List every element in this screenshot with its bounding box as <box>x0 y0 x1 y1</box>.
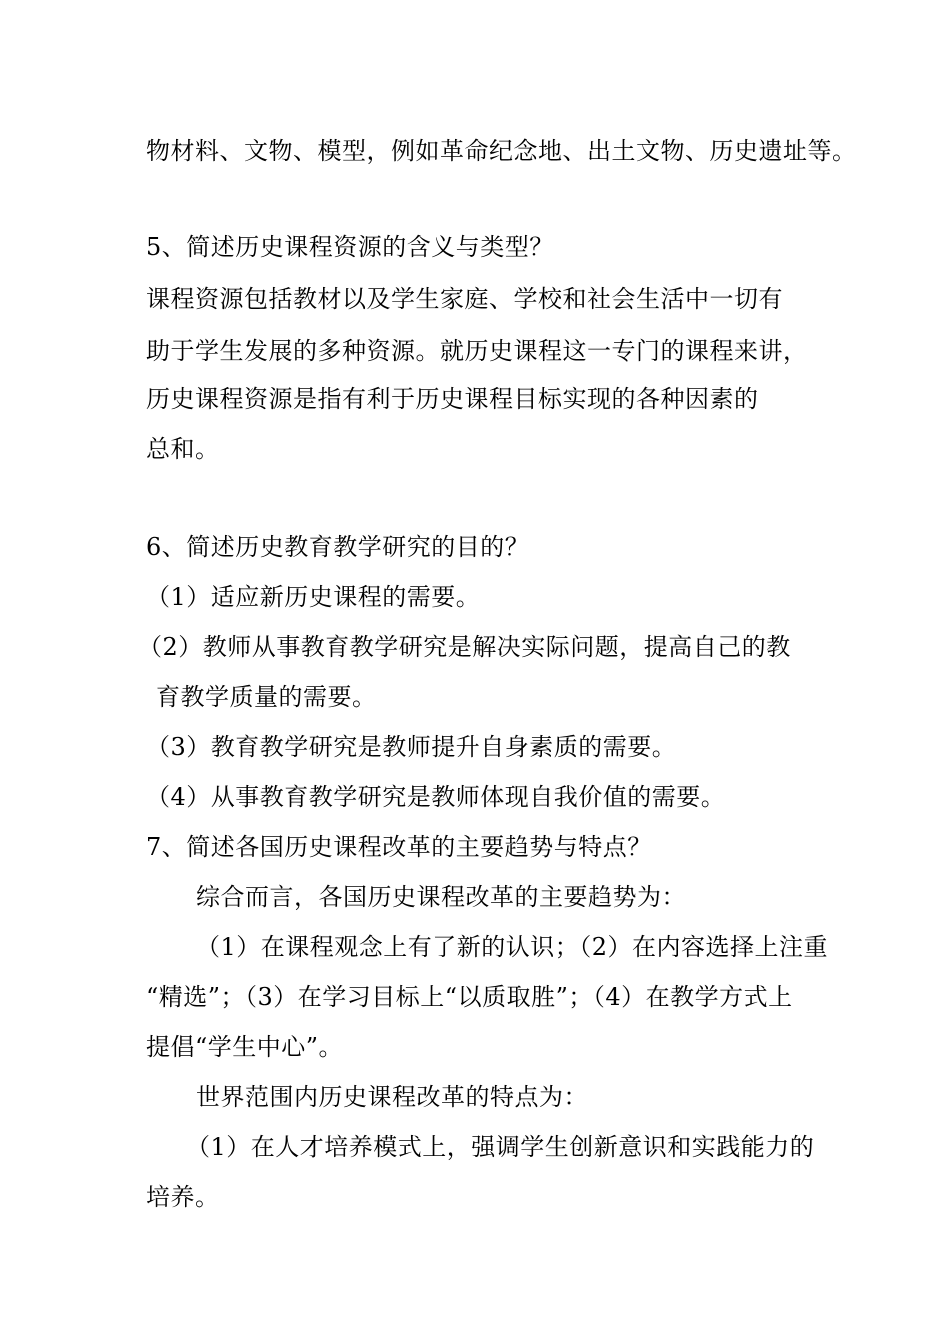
answer-7-trends-line-2: “精选”；（3）在学习目标上“以质取胜”；（4）在教学方式上 <box>146 983 793 1011</box>
answer-7-trends-intro: 综合而言，各国历史课程改革的主要趋势为： <box>196 883 686 911</box>
answer-7-trends-line-3: 提倡“学生中心”。 <box>146 1033 344 1061</box>
question-6-heading: 6、简述历史教育教学研究的目的？ <box>146 533 530 561</box>
answer-6-item-1: （1）适应新历史课程的需要。 <box>146 583 481 611</box>
answer-6-item-4: （4）从事教育教学研究是教师体现自我价值的需要。 <box>146 783 726 811</box>
answer-5-line-3: 历史课程资源是指有利于历史课程目标实现的各种因素的 <box>146 385 759 413</box>
answer-5-line-2: 助于学生发展的多种资源。就历史课程这一专门的课程来讲， <box>146 337 808 365</box>
answer-5-line-4: 总和。 <box>146 435 220 463</box>
question-7-heading: 7、简述各国历史课程改革的主要趋势与特点？ <box>146 833 652 861</box>
answer-5-line-1: 课程资源包括教材以及学生家庭、学校和社会生活中一切有 <box>146 285 783 313</box>
answer-6-item-2-line-2: 育教学质量的需要。 <box>156 683 377 711</box>
text-line-cultural-relics: 物材料、文物、模型，例如革命纪念地、出土文物、历史遗址等。 <box>146 137 857 165</box>
answer-7-trends-line-1: （1）在课程观念上有了新的认识；（2）在内容选择上注重 <box>196 933 829 961</box>
answer-7-features-intro: 世界范围内历史课程改革的特点为： <box>196 1083 588 1111</box>
answer-7-features-line-2: 培养。 <box>146 1183 220 1211</box>
answer-7-features-line-1: （1）在人才培养模式上，强调学生创新意识和实践能力的 <box>186 1133 815 1161</box>
question-5-heading: 5、简述历史课程资源的含义与类型？ <box>146 233 554 261</box>
answer-6-item-3: （3）教育教学研究是教师提升自身素质的需要。 <box>146 733 677 761</box>
answer-6-item-2-line-1: （2）教师从事教育教学研究是解决实际问题，提高自己的教 <box>138 633 791 661</box>
